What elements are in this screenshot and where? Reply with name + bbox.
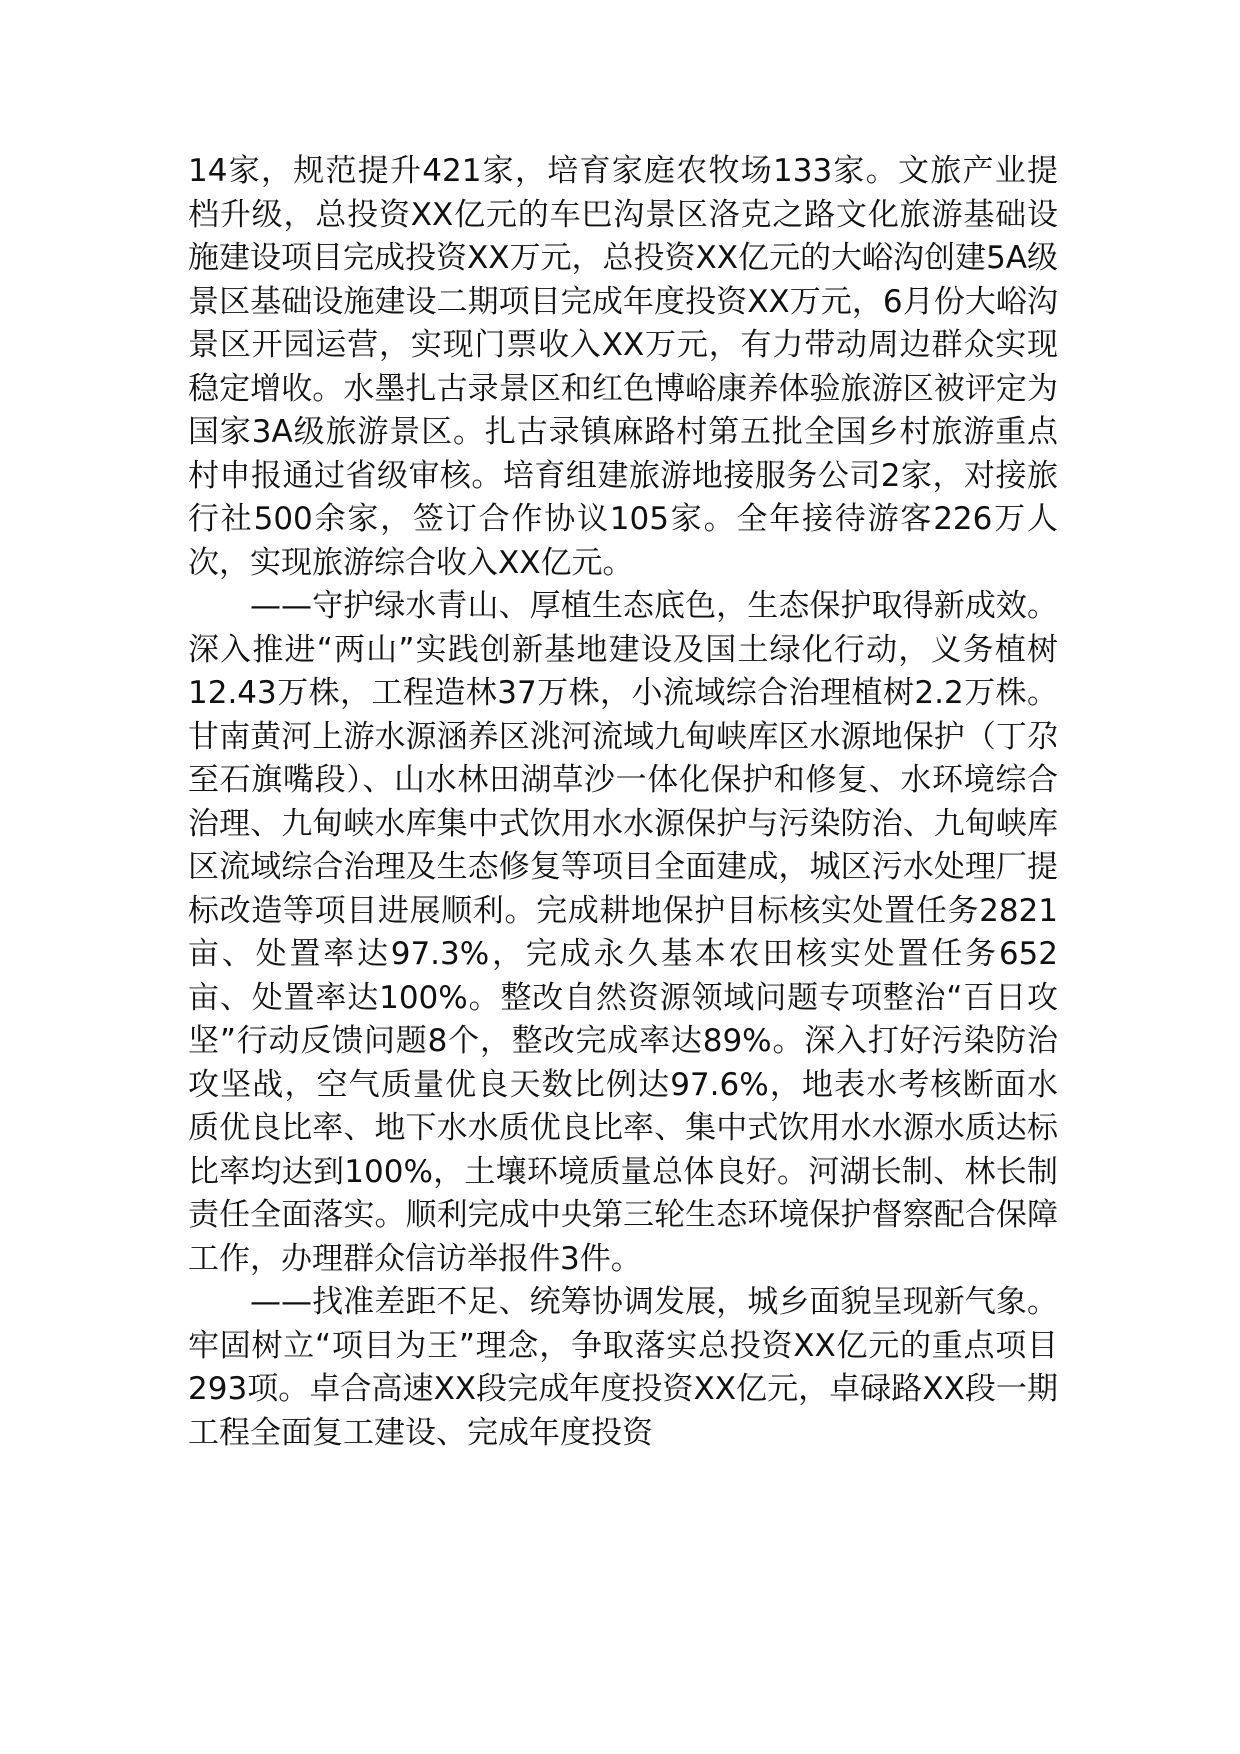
paragraph-urban-rural: ——找准差距不足、统筹协调发展，城乡面貌呈现新气象。牢固树立“项目为王”理念，争取落实总投资XX亿元的重点项目293项。卓合高速XX段完成年度投资XX亿元，卓碌路XX段一期工程全面复工建设、完成年度投资 xyxy=(188,1284,1058,1451)
paragraph-ecology: ——守护绿水青山、厚植生态底色，生态保护取得新成效。深入推进“两山”实践创新基地建设及国土绿化行动，义务植树12.43万株，工程造林37万株，小流域综合治理植树2.2万株。甘南黄河上游水源涵养区洮河流域九甸峡库区水源地保护（丁尕至石旗嘴段）、山水林田湖草沙一体化保护和修复、水环境综合治理、九甸峡水库集中式饮用水水源保护与污染防治、九甸峡库区流域综合治理及生态修复等项目全面建成，城区污水处理厂提标改造等项目进展顺利。完成耕地保护目标核实处置任务2821亩、处置率达97.3%，完成永久基本农田核实处置任务652亩、处置率达100%。整改自然资源领域问题专项整治“百日攻坚”行动反馈问题8个，整改完成率达89%。深入打好污染防治攻坚战，空气质量优良天数比例达97.6%，地表水考核断面水质优良比率、地下水水质优良比率、集中式饮用水水源水质达标比率均达到100%，土壤环境质量总体良好。河湖长制、林长制责任全面落实。顺利完成中央第三轮生态环境保护督察配合保障工作，办理群众信访举报件3件。 xyxy=(188,588,1058,1277)
paragraph-continuation: 14家，规范提升421家，培育家庭农牧场133家。文旅产业提档升级，总投资XX亿元的车巴沟景区洛克之路文化旅游基础设施建设项目完成投资XX万元，总投资XX亿元的大峪沟创建5A级景区基础设施建设二期项目完成年度投资XX万元，6月份大峪沟景区开园运营，实现门票收入XX万元，有力带动周边群众实现稳定增收。水墨扎古录景区和红色博峪康养体验旅游区被评定为国家3A级旅游景区。扎古录镇麻路村第五批全国乡村旅游重点村申报通过省级审核。培育组建旅游地接服务公司2家，对接旅行社500余家，签订合作协议105家。全年接待游客226万人次，实现旅游综合收入XX亿元。 xyxy=(188,153,1058,581)
body-text xyxy=(188,150,1058,1455)
